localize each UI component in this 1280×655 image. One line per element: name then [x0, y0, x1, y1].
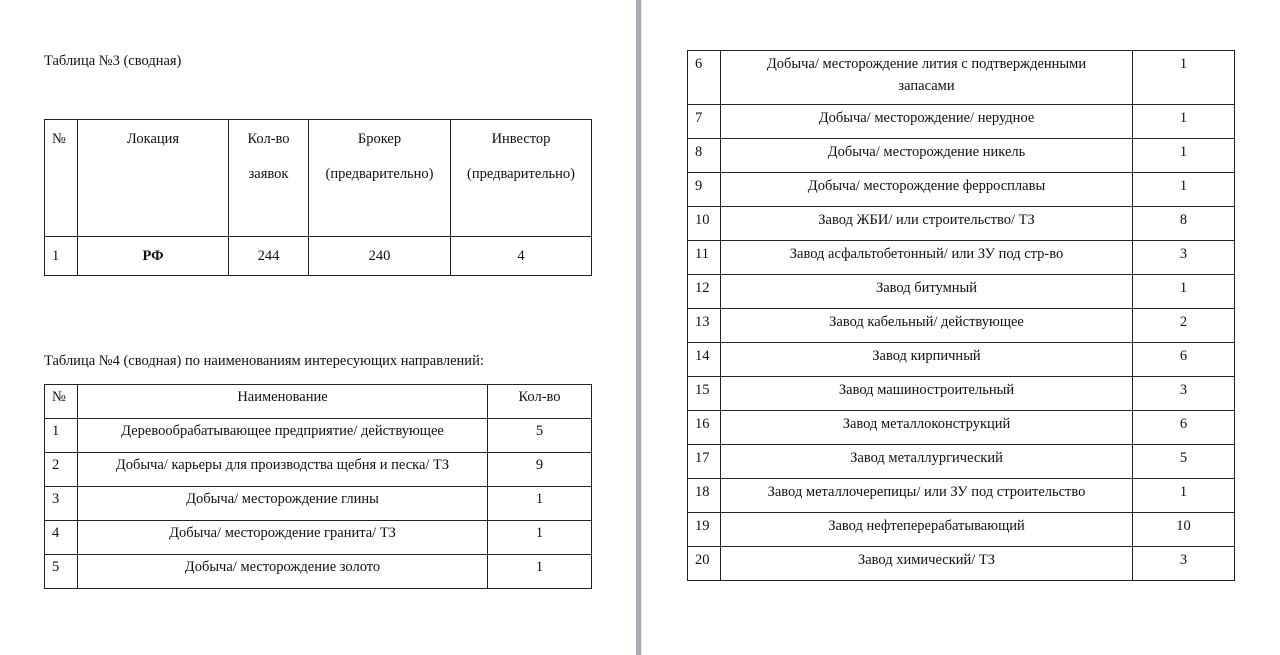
cell-num: 18 [688, 479, 721, 513]
cell-count: 8 [1133, 207, 1235, 241]
table-row [688, 139, 1235, 173]
cell-num: 4 [45, 521, 78, 555]
cell-name: Добыча/ месторождение/ нерудное [721, 105, 1133, 139]
table3-header-row [45, 120, 592, 237]
cell-num: 14 [688, 343, 721, 377]
cell-name: Завод ЖБИ/ или строительство/ ТЗ [721, 207, 1133, 241]
cell-broker: 240 [309, 237, 451, 276]
cell-num: 20 [688, 547, 721, 581]
cell-num: 10 [688, 207, 721, 241]
cell-num: 15 [688, 377, 721, 411]
table4-header-num: № [45, 385, 78, 419]
cell-count: 1 [1133, 479, 1235, 513]
cell-count: 1 [488, 555, 592, 589]
cell-num: 3 [45, 487, 78, 521]
table-row [45, 487, 592, 521]
table3-caption: Таблица №3 (сводная) [44, 53, 182, 69]
table-row [688, 377, 1235, 411]
table4 [44, 384, 592, 589]
table4-header-name: Наименование [78, 385, 488, 419]
cell-name: Добыча/ месторождение лития с подтвержденными запасами [721, 51, 1133, 105]
cell-count: 6 [1133, 411, 1235, 445]
cell-location: РФ [78, 237, 229, 276]
cell-name: Завод кирпичный [721, 343, 1133, 377]
cell-name: Добыча/ месторождение золото [78, 555, 488, 589]
cell-count: 1 [1133, 275, 1235, 309]
cell-name: Завод машиностроительный [721, 377, 1133, 411]
cell-count: 3 [1133, 241, 1235, 275]
table-row [688, 547, 1235, 581]
table4-continued [687, 50, 1235, 581]
cell-count: 5 [1133, 445, 1235, 479]
cell-num: 8 [688, 139, 721, 173]
cell-name: Завод металлоконструкций [721, 411, 1133, 445]
cell-name: Завод химический/ ТЗ [721, 547, 1133, 581]
cell-count: 5 [488, 419, 592, 453]
table4-header-count: Кол-во [488, 385, 592, 419]
cell-name: Добыча/ карьеры для производства щебня и песка/ ТЗ [78, 453, 488, 487]
table3-header-count: Кол-во заявок [229, 120, 309, 237]
table-row [688, 479, 1235, 513]
cell-count: 1 [1133, 51, 1235, 105]
cell-num: 12 [688, 275, 721, 309]
table-row [45, 521, 592, 555]
cell-num: 16 [688, 411, 721, 445]
cell-count: 1 [488, 521, 592, 555]
cell-count: 244 [229, 237, 309, 276]
table3-header-broker: Брокер (предварительно) [309, 120, 451, 237]
cell-name: Завод металлургический [721, 445, 1133, 479]
cell-count: 6 [1133, 343, 1235, 377]
table-row [688, 411, 1235, 445]
table-row [688, 207, 1235, 241]
table-row [45, 237, 592, 276]
cell-count: 10 [1133, 513, 1235, 547]
cell-name: Деревообрабатывающее предприятие/ действующее [78, 419, 488, 453]
cell-name: Завод кабельный/ действующее [721, 309, 1133, 343]
table-row [688, 275, 1235, 309]
table-row [688, 445, 1235, 479]
table-row [45, 555, 592, 589]
cell-name: Завод битумный [721, 275, 1133, 309]
cell-count: 3 [1133, 377, 1235, 411]
cell-count: 1 [1133, 105, 1235, 139]
cell-num: 17 [688, 445, 721, 479]
table-row [688, 173, 1235, 207]
cell-count: 1 [1133, 173, 1235, 207]
table3-header-num: № [45, 120, 78, 237]
cell-count: 1 [488, 487, 592, 521]
cell-num: 11 [688, 241, 721, 275]
cell-num: 9 [688, 173, 721, 207]
table-row [45, 453, 592, 487]
cell-name: Завод металлочерепицы/ или ЗУ под строительство [721, 479, 1133, 513]
table3 [44, 119, 592, 276]
cell-num: 5 [45, 555, 78, 589]
cell-num: 2 [45, 453, 78, 487]
cell-num: 19 [688, 513, 721, 547]
table-row [688, 343, 1235, 377]
cell-name: Добыча/ месторождение ферросплавы [721, 173, 1133, 207]
cell-name: Завод нефтеперерабатывающий [721, 513, 1133, 547]
table3-header-location: Локация [78, 120, 229, 237]
table-row [688, 51, 1235, 105]
cell-count: 1 [1133, 139, 1235, 173]
cell-num: 1 [45, 237, 78, 276]
table-row [688, 309, 1235, 343]
cell-name: Добыча/ месторождение никель [721, 139, 1133, 173]
cell-num: 13 [688, 309, 721, 343]
cell-num: 7 [688, 105, 721, 139]
cell-investor: 4 [451, 237, 592, 276]
cell-name: Добыча/ месторождение гранита/ ТЗ [78, 521, 488, 555]
cell-num: 1 [45, 419, 78, 453]
cell-name: Завод асфальтобетонный/ или ЗУ под стр-во [721, 241, 1133, 275]
cell-num: 6 [688, 51, 721, 105]
table-row [45, 419, 592, 453]
table-row [688, 241, 1235, 275]
cell-count: 2 [1133, 309, 1235, 343]
table4-header-row [45, 385, 592, 419]
table4-caption: Таблица №4 (сводная) по наименованиям интересующих направлений: [44, 353, 484, 369]
table-row [688, 513, 1235, 547]
cell-name: Добыча/ месторождение глины [78, 487, 488, 521]
cell-count: 9 [488, 453, 592, 487]
cell-count: 3 [1133, 547, 1235, 581]
table3-header-investor: Инвестор (предварительно) [451, 120, 592, 237]
table-row [688, 105, 1235, 139]
